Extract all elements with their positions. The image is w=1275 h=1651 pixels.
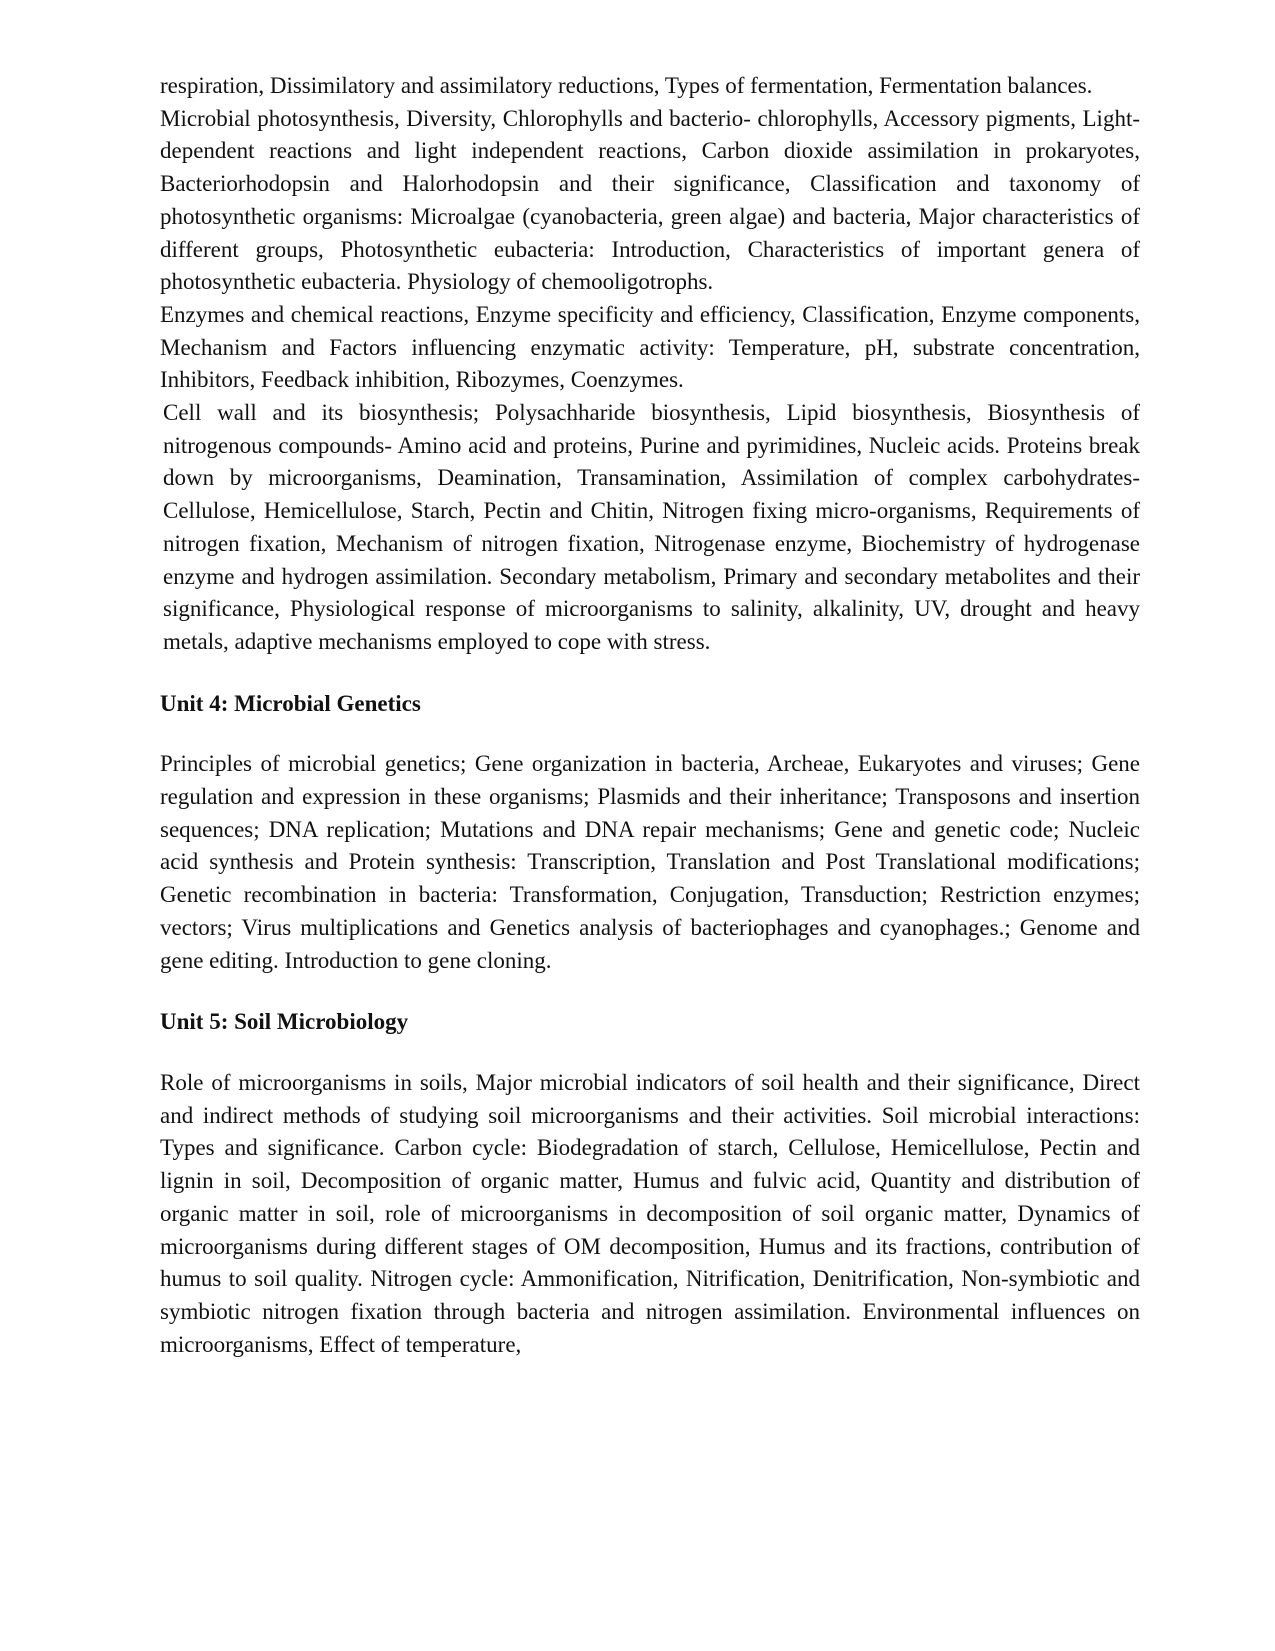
paragraph-enzymes: Enzymes and chemical reactions, Enzyme specificity and efficiency, Classification, Enzyme components, Mechanism and Factors influencing enzymatic activity: Temperature, pH, substrate concentration, Inhibitors, Feedback inhibition, Ribozymes, Coenzymes. bbox=[160, 301, 1140, 393]
unit4-body: Principles of microbial genetics; Gene organization in bacteria, Archeae, Eukaryotes and viruses; Gene regulation and expression in these organisms; Plasmids and their inheritance; Transposons and insertion sequences; DNA replication; Mutations and DNA repair mechanisms; Gene and genetic code; Nucleic acid synthesis and Protein synthesis: Transcription, Translation and Post Translational modifications; Genetic recombination in bacteria: Transformation, Conjugation, Transduction; Restriction enzymes; vectors; Virus multiplications and Genetics analysis of bacteriophages and cyanophages.; Genome and gene editing. Introduction to gene cloning. bbox=[160, 751, 1140, 973]
paragraph-respiration: respiration, Dissimilatory and assimilatory reductions, Types of fermentation, Fermentation balances. bbox=[160, 73, 1093, 98]
paragraph-cell-wall-biosynthesis: Cell wall and its biosynthesis; Polysachharide biosynthesis, Lipid biosynthesis, Biosynthesis of nitrogenous compounds- Amino acid and proteins, Purine and pyrimidines, Nucleic acids. Proteins break down by microorganisms, Deamination, Transamination, Assimilation of complex carbohydrates- Cellulose, Hemicellulose, Starch, Pectin and Chitin, Nitrogen fixing micro-organisms, Requirements of nitrogen fixation, Mechanism of nitrogen fixation, Nitrogenase enzyme, Biochemistry of hydrogenase enzyme and hydrogen assimilation. Secondary metabolism, Primary and secondary metabolites and their significance, Physiological response of microorganisms to salinity, alkalinity, UV, drought and heavy metals, adaptive mechanisms employed to cope with stress. bbox=[163, 400, 1140, 654]
unit4-heading: Unit 4: Microbial Genetics bbox=[160, 690, 421, 716]
unit5-body: Role of microorganisms in soils, Major microbial indicators of soil health and their significance, Direct and indirect methods of studying soil microorganisms and their activities. Soil microbial interactions: Types and significance. Carbon cycle: Biodegradation of starch, Cellulose, Hemicellulose, Pectin and lignin in soil, Decomposition of organic matter, Humus and fulvic acid, Quantity and distribution of organic matter in soil, role of microorganisms in decomposition of soil organic matter, Dynamics of microorganisms during different stages of OM decomposition, Humus and its fractions, contribution of humus to soil quality. Nitrogen cycle: Ammonification, Nitrification, Denitrification, Non-symbiotic and symbiotic nitrogen fixation through bacteria and nitrogen assimilation. Environmental influences on microorganisms, Effect of temperature, bbox=[160, 1069, 1140, 1357]
paragraph-microbial-photosynthesis: Microbial photosynthesis, Diversity, Chlorophylls and bacterio- chlorophylls, Accessory pigments, Light-dependent reactions and light independent reactions, Carbon dioxide assimilation in prokaryotes, Bacteriorhodopsin and Halorhodopsin and their significance, Classification and taxonomy of photosynthetic organisms: Microalgae (cyanobacteria, green algae) and bacteria, Major characteristics of different groups, Photosynthetic eubacteria: Introduction, Characteristics of important genera of photosynthetic eubacteria. Physiology of chemooligotrophs. bbox=[160, 105, 1140, 295]
unit5-heading: Unit 5: Soil Microbiology bbox=[160, 1009, 409, 1035]
document-page bbox=[160, 70, 1140, 1361]
